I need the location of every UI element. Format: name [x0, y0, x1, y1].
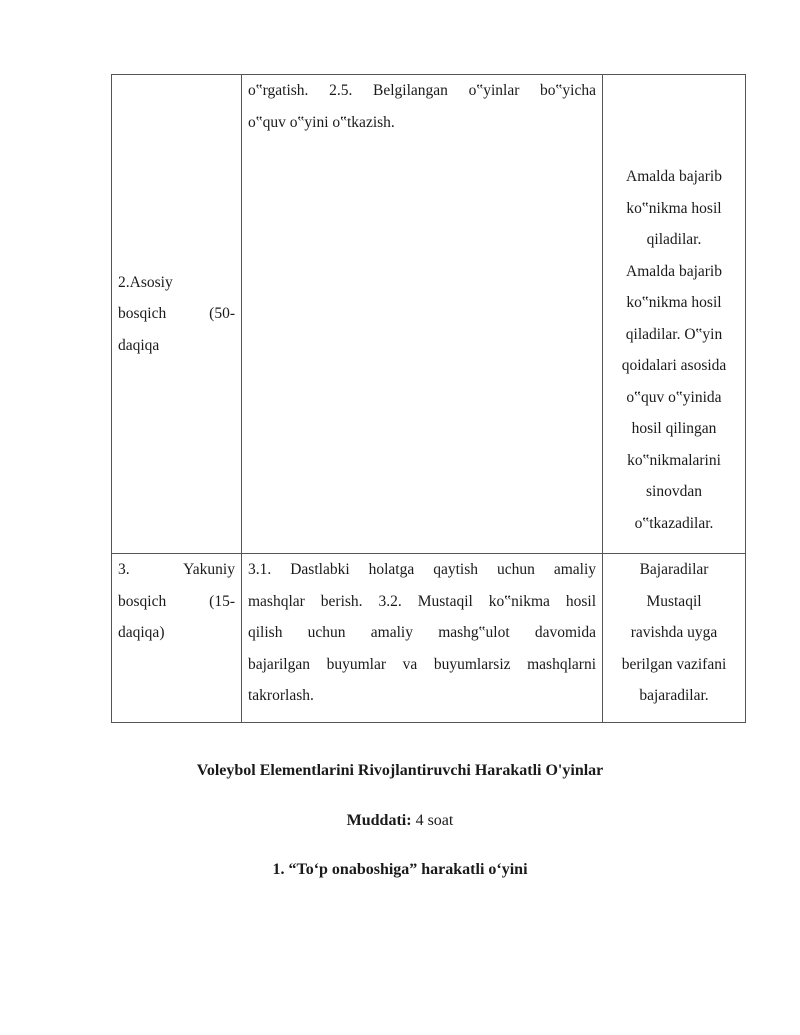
result-cell [603, 75, 746, 554]
result-text: Bajaradilar [639, 561, 709, 578]
result-text: o‟quv o‟yinida [626, 388, 722, 406]
result-text: ko‟nikma hosil [626, 294, 722, 311]
result-text: o‟tkazadilar. [634, 514, 714, 532]
content-cell [242, 75, 603, 554]
content-cell [242, 554, 603, 723]
stage-cell [112, 75, 242, 554]
stage-cell [112, 554, 242, 723]
result-text: Amalda bajarib [626, 168, 722, 185]
content-text: qilish uchun amaliy mashg‟ulot davomida [248, 624, 596, 641]
result-text: qiladilar. O‟yin [625, 325, 723, 343]
result-text: qiladilar. [646, 231, 702, 248]
result-text: hosil qilingan [631, 420, 717, 437]
content-text: bajarilgan buyumlar va buyumlarsiz mashqlarni [248, 655, 596, 673]
stage-text: bosqich (50- [118, 305, 235, 323]
content-text: o‟rgatish. 2.5. Belgilangan o‟yinlar bo‟yicha [248, 82, 596, 99]
content-text: takrorlash. [248, 687, 314, 704]
result-text: ko‟nikmalarini [627, 451, 721, 469]
table-row [112, 75, 746, 554]
duration-value: 4 soat [411, 812, 454, 829]
result-text: Amalda bajarib [626, 262, 722, 280]
result-text: berilgan vazifani [621, 655, 727, 673]
content-text: mashqlar berish. 3.2. Mustaqil ko‟nikma hosil [248, 592, 596, 610]
duration-label: Muddati: [346, 812, 412, 829]
result-text: sinovdan [646, 483, 702, 500]
result-cell [603, 554, 746, 723]
stage-text: daqiqa [118, 336, 160, 354]
content-text: 3.1. Dastlabki holatga qaytish uchun amaliy [248, 561, 596, 578]
stage-text: 3. Yakuniy [118, 561, 235, 578]
duration-line [0, 812, 800, 830]
content-text: o‟quv o‟yini o‟tkazish. [248, 113, 395, 131]
result-text: ko‟nikma hosil [626, 199, 722, 217]
result-text: Mustaqil [646, 592, 702, 610]
result-text: bajaradilar. [639, 687, 709, 704]
result-text: qoidalari asosida [621, 357, 727, 374]
section-title: Voleybol Elementlarini Rivojlantiruvchi Harakatli O'yinlar [196, 762, 604, 779]
stage-text: daqiqa) [118, 624, 165, 641]
stage-text: bosqich (15- [118, 592, 235, 610]
table-row [112, 554, 746, 723]
result-text: ravishda uyga [630, 624, 718, 641]
stage-text: 2.Asosiy [118, 273, 173, 291]
lesson-plan-table [111, 74, 746, 723]
game-title: 1. “To‘p onaboshiga” harakatli o‘yini [272, 861, 528, 878]
